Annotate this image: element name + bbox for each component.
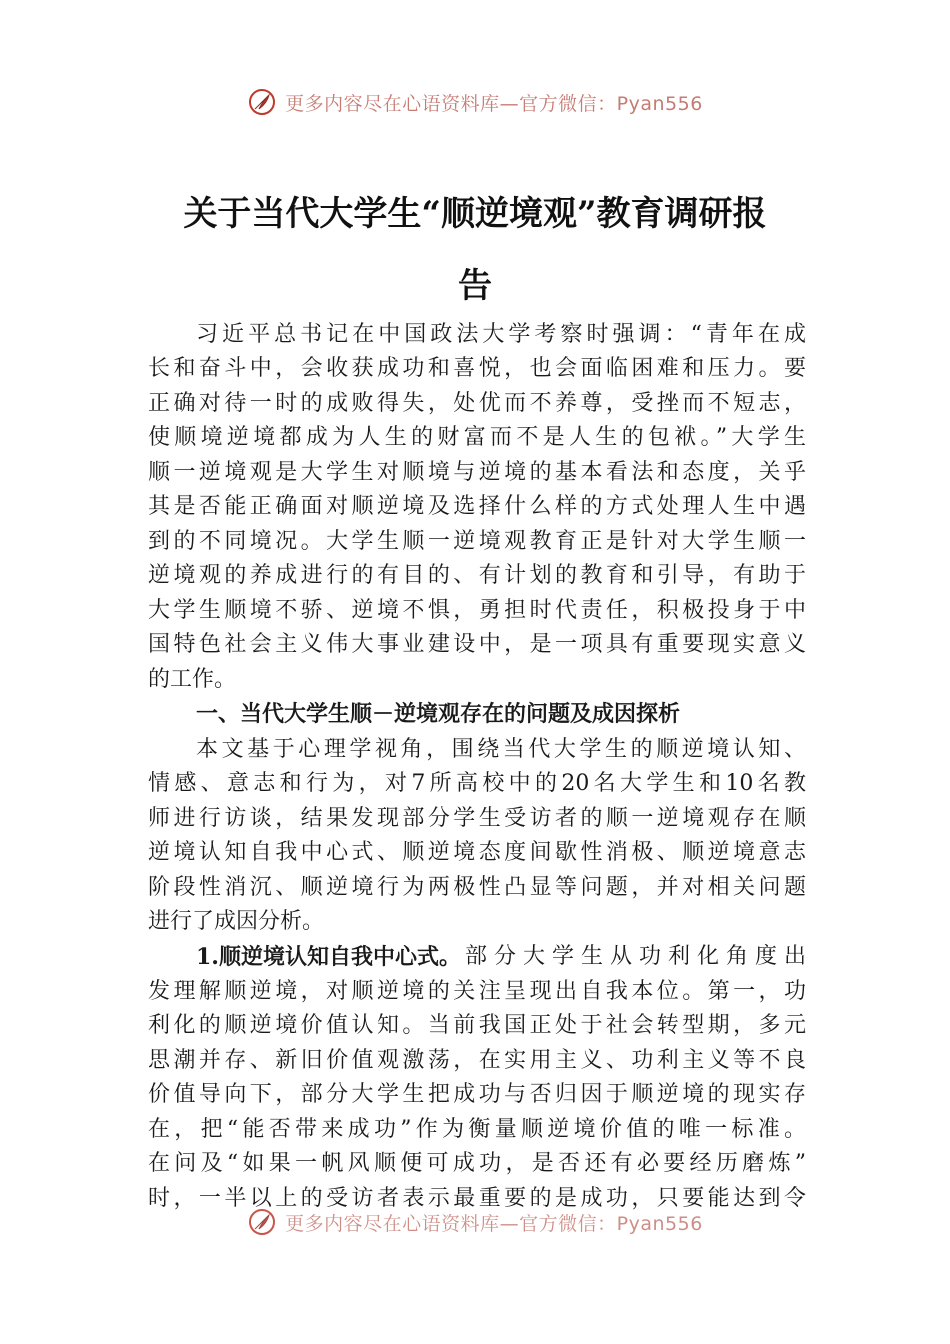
paragraph-line: 长和奋斗中，会收获成功和喜悦，也会面临困难和压力。要 [148,356,806,381]
paragraph-line: 国特色社会主义伟大事业建设中，是一项具有重要现实意义 [148,632,806,657]
paragraph-line: 价值导向下，部分大学生把成功与否归因于顺逆境的现实存 [148,1082,806,1107]
paragraph-line: 阶段性消沉、顺逆境行为两极性凸显等问题，并对相关问题 [148,875,806,900]
paragraph-line: 其是否能正确面对顺逆境及选择什么样的方式处理人生中遇 [148,494,806,519]
paragraph-line: 的工作。 [148,667,237,692]
watermark-text: 更多内容尽在心语资料库—官方微信：Pyan556 [285,92,703,115]
paragraph-line: 逆境认知自我中心式、顺逆境态度间歇性消极、顺逆境意志 [148,840,806,865]
quill-logo-icon [247,1207,277,1237]
watermark-header [0,82,950,122]
document-title-line-1: 关于当代大学生“顺逆境观”教育调研报 [183,194,767,234]
watermark-text: 更多内容尽在心语资料库—官方微信：Pyan556 [285,1212,703,1235]
paragraph-line: 到的不同境况。大学生顺一逆境观教育正是针对大学生顺一 [148,529,806,554]
quill-logo-icon [247,87,277,117]
paragraph-line: 进行了成因分析。 [148,909,325,934]
watermark-footer [0,1202,950,1242]
paragraph-line: 情感、意志和行为，对7所高校中的20名大学生和10名教 [148,771,806,796]
paragraph-line: 思潮并存、新旧价值观激荡，在实用主义、功利主义等不良 [148,1048,806,1073]
point-1-first-line [196,940,806,974]
document-title-line-2: 告 [458,266,492,306]
paragraph-line: 师进行访谈，结果发现部分学生受访者的顺一逆境观存在顺 [148,806,806,831]
paragraph-line: 大学生顺境不骄、逆境不惧，勇担时代责任，积极投身于中 [148,598,806,623]
paragraph-line: 习近平总书记在中国政法大学考察时强调：“青年在成 [196,322,806,347]
paragraph-line: 时，一半以上的受访者表示最重要的是成功，只要能达到令 [148,1186,806,1211]
paragraph-line: 顺一逆境观是大学生对顺境与逆境的基本看法和态度，关乎 [148,460,806,485]
paragraph-line: 逆境观的养成进行的有目的、有计划的教育和引导，有助于 [148,563,806,588]
section-heading: 一、当代大学生顺－逆境观存在的问题及成因探析 [196,702,681,727]
point-1-heading: 1.顺逆境认知自我中心式。 [196,944,461,970]
paragraph-line: 在，把“能否带来成功”作为衡量顺逆境价值的唯一标准。 [148,1117,806,1142]
point-1-first-text: 部分大学生从功利化角度出 [464,944,806,969]
paragraph-line: 发理解顺逆境，对顺逆境的关注呈现出自我本位。第一，功 [148,979,806,1004]
paragraph-line: 在问及“如果一帆风顺便可成功，是否还有必要经历磨炼” [148,1151,806,1176]
paragraph-line: 本文基于心理学视角，围绕当代大学生的顺逆境认知、 [196,737,806,762]
paragraph-line: 正确对待一时的成败得失，处优而不养尊，受挫而不短志， [148,391,806,416]
paragraph-line: 使顺境逆境都成为人生的财富而不是人生的包袱。”大学生 [148,425,806,450]
paragraph-line: 利化的顺逆境价值认知。当前我国正处于社会转型期，多元 [148,1013,806,1038]
